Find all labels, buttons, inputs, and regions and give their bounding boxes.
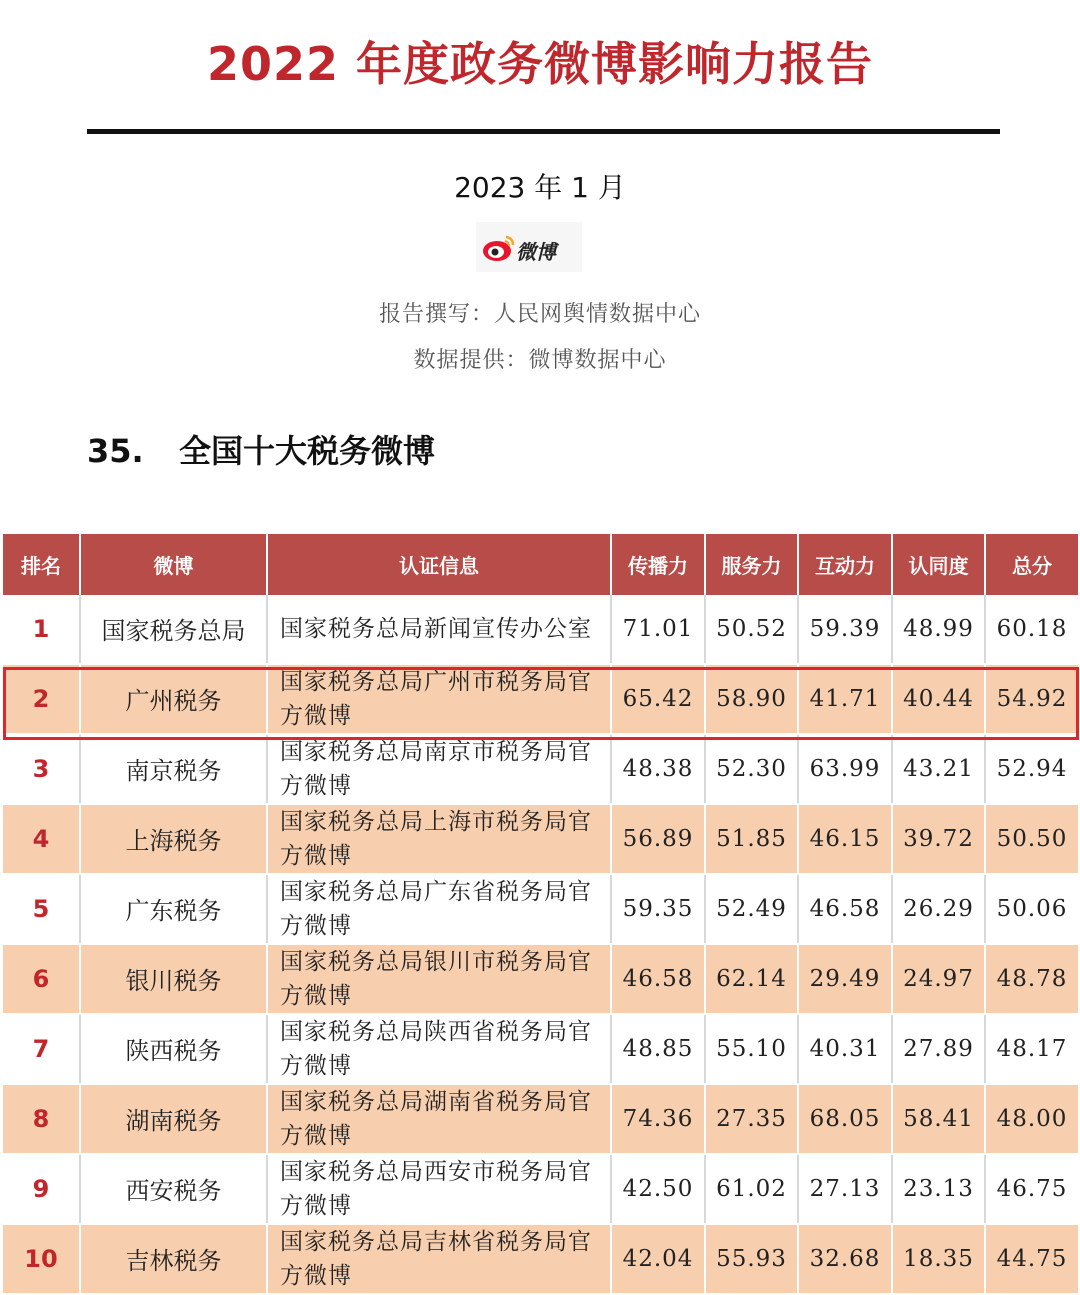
ranking-table bbox=[3, 534, 1078, 1295]
section-number: 35. bbox=[87, 432, 144, 470]
weibo-name-cell: 湖南税务 bbox=[80, 1084, 267, 1154]
rank-cell: 7 bbox=[3, 1014, 80, 1084]
spread-cell: 59.35 bbox=[611, 874, 705, 944]
recognition-cell: 23.13 bbox=[892, 1154, 985, 1224]
service-cell: 61.02 bbox=[705, 1154, 798, 1224]
service-cell: 27.35 bbox=[705, 1084, 798, 1154]
rank-cell: 10 bbox=[3, 1224, 80, 1294]
table-row bbox=[3, 804, 1078, 874]
spread-cell: 65.42 bbox=[611, 664, 705, 734]
interaction-cell: 32.68 bbox=[798, 1224, 892, 1294]
total-cell: 46.75 bbox=[985, 1154, 1078, 1224]
weibo-eye-icon bbox=[482, 234, 516, 262]
service-cell: 52.30 bbox=[705, 734, 798, 804]
table-row bbox=[3, 1154, 1078, 1224]
interaction-cell: 40.31 bbox=[798, 1014, 892, 1084]
spread-cell: 42.50 bbox=[611, 1154, 705, 1224]
recognition-cell: 40.44 bbox=[892, 664, 985, 734]
header-interaction: 互动力 bbox=[798, 534, 892, 595]
verification-cell: 国家税务总局广东省税务局官方微博 bbox=[267, 874, 611, 944]
total-cell: 54.92 bbox=[985, 664, 1078, 734]
verification-cell: 国家税务总局西安市税务局官方微博 bbox=[267, 1154, 611, 1224]
rank-cell: 9 bbox=[3, 1154, 80, 1224]
spread-cell: 56.89 bbox=[611, 804, 705, 874]
rank-cell: 8 bbox=[3, 1084, 80, 1154]
service-cell: 55.10 bbox=[705, 1014, 798, 1084]
rank-cell: 1 bbox=[3, 595, 80, 664]
recognition-cell: 27.89 bbox=[892, 1014, 985, 1084]
table-row bbox=[3, 874, 1078, 944]
spread-cell: 46.58 bbox=[611, 944, 705, 1014]
interaction-cell: 63.99 bbox=[798, 734, 892, 804]
title-divider bbox=[87, 129, 1000, 134]
interaction-cell: 41.71 bbox=[798, 664, 892, 734]
rank-cell: 6 bbox=[3, 944, 80, 1014]
table-row bbox=[3, 1224, 1078, 1294]
interaction-cell: 68.05 bbox=[798, 1084, 892, 1154]
weibo-name-cell: 西安税务 bbox=[80, 1154, 267, 1224]
header-spread: 传播力 bbox=[611, 534, 705, 595]
report-date: 2023 年 1 月 bbox=[454, 171, 626, 204]
weibo-name-cell: 广东税务 bbox=[80, 874, 267, 944]
weibo-logo bbox=[476, 222, 582, 272]
table-row bbox=[3, 1084, 1078, 1154]
recognition-cell: 26.29 bbox=[892, 874, 985, 944]
header-total: 总分 bbox=[985, 534, 1078, 595]
weibo-name-cell: 上海税务 bbox=[80, 804, 267, 874]
total-cell: 48.17 bbox=[985, 1014, 1078, 1084]
table-row bbox=[3, 944, 1078, 1014]
service-cell: 50.52 bbox=[705, 595, 798, 664]
author-line: 报告撰写：人民网舆情数据中心 bbox=[378, 302, 701, 327]
spread-cell: 42.04 bbox=[611, 1224, 705, 1294]
recognition-cell: 48.99 bbox=[892, 595, 985, 664]
weibo-name-cell: 国家税务总局 bbox=[80, 595, 267, 664]
header-service: 服务力 bbox=[705, 534, 798, 595]
weibo-name-cell: 广州税务 bbox=[80, 664, 267, 734]
verification-cell: 国家税务总局湖南省税务局官方微博 bbox=[267, 1084, 611, 1154]
total-cell: 52.94 bbox=[985, 734, 1078, 804]
weibo-name-cell: 南京税务 bbox=[80, 734, 267, 804]
verification-cell: 国家税务总局新闻宣传办公室 bbox=[267, 595, 611, 664]
weibo-name-cell: 陕西税务 bbox=[80, 1014, 267, 1084]
header-weibo: 微博 bbox=[80, 534, 267, 595]
weibo-logo-text: 微博 bbox=[516, 240, 556, 264]
interaction-cell: 46.58 bbox=[798, 874, 892, 944]
service-cell: 51.85 bbox=[705, 804, 798, 874]
spread-cell: 71.01 bbox=[611, 595, 705, 664]
table-row bbox=[3, 664, 1078, 734]
interaction-cell: 46.15 bbox=[798, 804, 892, 874]
total-cell: 50.06 bbox=[985, 874, 1078, 944]
total-cell: 44.75 bbox=[985, 1224, 1078, 1294]
spread-cell: 48.85 bbox=[611, 1014, 705, 1084]
table-row bbox=[3, 595, 1078, 664]
service-cell: 62.14 bbox=[705, 944, 798, 1014]
recognition-cell: 18.35 bbox=[892, 1224, 985, 1294]
rank-cell: 2 bbox=[3, 664, 80, 734]
service-cell: 55.93 bbox=[705, 1224, 798, 1294]
recognition-cell: 24.97 bbox=[892, 944, 985, 1014]
interaction-cell: 27.13 bbox=[798, 1154, 892, 1224]
report-title: 2022 年度政务微博影响力报告 bbox=[206, 37, 874, 91]
weibo-name-cell: 吉林税务 bbox=[80, 1224, 267, 1294]
section-title: 全国十大税务微博 bbox=[179, 432, 436, 470]
table-row bbox=[3, 734, 1078, 804]
recognition-cell: 39.72 bbox=[892, 804, 985, 874]
verification-cell: 国家税务总局吉林省税务局官方微博 bbox=[267, 1224, 611, 1294]
spread-cell: 74.36 bbox=[611, 1084, 705, 1154]
total-cell: 48.00 bbox=[985, 1084, 1078, 1154]
header-rank: 排名 bbox=[3, 534, 80, 595]
recognition-cell: 58.41 bbox=[892, 1084, 985, 1154]
verification-cell: 国家税务总局广州市税务局官方微博 bbox=[267, 664, 611, 734]
rank-cell: 5 bbox=[3, 874, 80, 944]
service-cell: 58.90 bbox=[705, 664, 798, 734]
total-cell: 60.18 bbox=[985, 595, 1078, 664]
table-header-row bbox=[3, 534, 1078, 595]
data-source-line: 数据提供：微博数据中心 bbox=[413, 348, 667, 373]
service-cell: 52.49 bbox=[705, 874, 798, 944]
verification-cell: 国家税务总局陕西省税务局官方微博 bbox=[267, 1014, 611, 1084]
header-verification: 认证信息 bbox=[267, 534, 611, 595]
header-recognition: 认同度 bbox=[892, 534, 985, 595]
verification-cell: 国家税务总局银川市税务局官方微博 bbox=[267, 944, 611, 1014]
verification-cell: 国家税务总局上海市税务局官方微博 bbox=[267, 804, 611, 874]
section-heading bbox=[87, 426, 435, 472]
total-cell: 48.78 bbox=[985, 944, 1078, 1014]
recognition-cell: 43.21 bbox=[892, 734, 985, 804]
weibo-name-cell: 银川税务 bbox=[80, 944, 267, 1014]
interaction-cell: 59.39 bbox=[798, 595, 892, 664]
total-cell: 50.50 bbox=[985, 804, 1078, 874]
interaction-cell: 29.49 bbox=[798, 944, 892, 1014]
rank-cell: 3 bbox=[3, 734, 80, 804]
verification-cell: 国家税务总局南京市税务局官方微博 bbox=[267, 734, 611, 804]
table-row bbox=[3, 1014, 1078, 1084]
rank-cell: 4 bbox=[3, 804, 80, 874]
spread-cell: 48.38 bbox=[611, 734, 705, 804]
